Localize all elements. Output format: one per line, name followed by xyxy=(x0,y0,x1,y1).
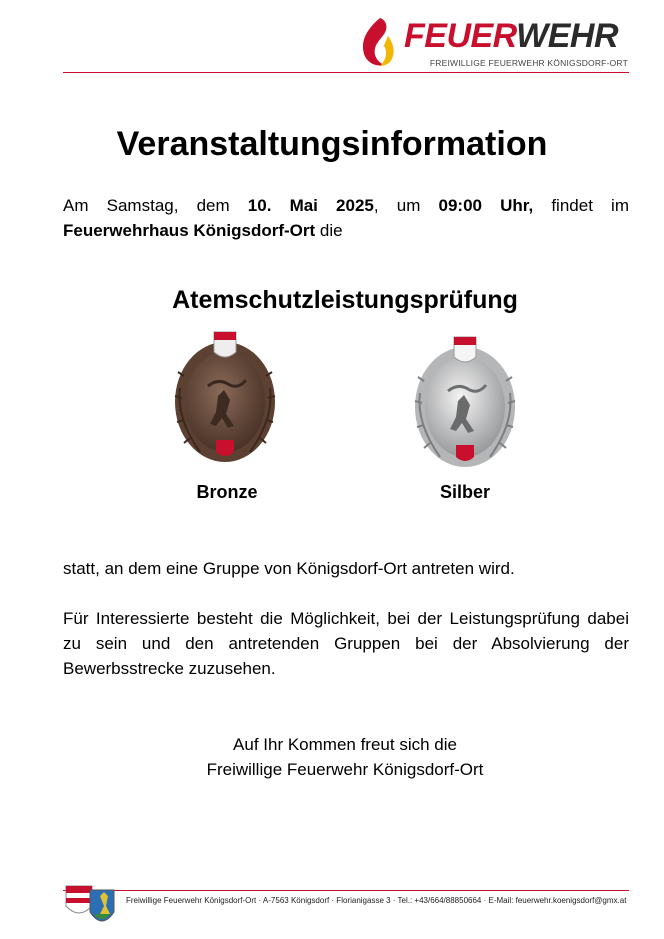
logo-word-part1: FEUER xyxy=(404,17,517,55)
page-title: Veranstaltungsinformation xyxy=(116,125,548,163)
event-place: Feuerwehrhaus Königsdorf-Ort xyxy=(63,221,316,240)
flame-icon xyxy=(358,16,398,68)
intro-text-4: die xyxy=(315,221,343,240)
silver-label: Silber xyxy=(439,482,491,502)
bronze-badge-image xyxy=(170,328,280,468)
footer-divider xyxy=(63,890,629,891)
intro-line-1 xyxy=(63,193,629,218)
silver-badge-image xyxy=(410,333,520,473)
footer-contact: Freiwillige Feuerwehr Königsdorf-Ort · A-7563 Königsdorf · Florianigasse 3 · Tel.: +43/664/88850664 · E-Mail: feuerwehr.koenigsdorf@gmx.at xyxy=(126,896,627,905)
intro-text-2: , um xyxy=(373,196,439,215)
bronze-label: Bronze xyxy=(196,482,258,502)
header-divider xyxy=(63,72,629,73)
feuerwehr-logo xyxy=(358,14,628,72)
logo-subtitle: FREIWILLIGE FEUERWEHR KÖNIGSDORF-ORT xyxy=(429,58,628,68)
logo-wordmark xyxy=(404,16,618,56)
intro-paragraph xyxy=(63,193,629,243)
logo-word-part2: WEHR xyxy=(516,17,619,55)
coat-of-arms-icon xyxy=(64,884,122,930)
closing-line-1: Auf Ihr Kommen freut sich die xyxy=(233,735,457,754)
event-date: 10. Mai 2025 xyxy=(247,196,374,215)
closing-block xyxy=(0,732,664,782)
intro-text-3: findet im xyxy=(533,196,629,215)
intro-text-1: Am Samstag, dem xyxy=(63,196,248,215)
closing-line-2: Freiwillige Feuerwehr Königsdorf-Ort xyxy=(206,760,484,779)
event-time: 09:00 Uhr, xyxy=(438,196,534,215)
paragraph-visitors: Für Interessierte besteht die Möglichkeit, bei der Leistungsprüfung dabei zu sein und den antretenden Gruppen bei der Absolvierung der Bewerbsstrecke zuzusehen. xyxy=(63,609,629,678)
paragraph-team: statt, an dem eine Gruppe von Königsdorf-Ort antreten wird. xyxy=(63,559,515,578)
event-name: Atemschutzleistungsprüfung xyxy=(172,286,518,314)
